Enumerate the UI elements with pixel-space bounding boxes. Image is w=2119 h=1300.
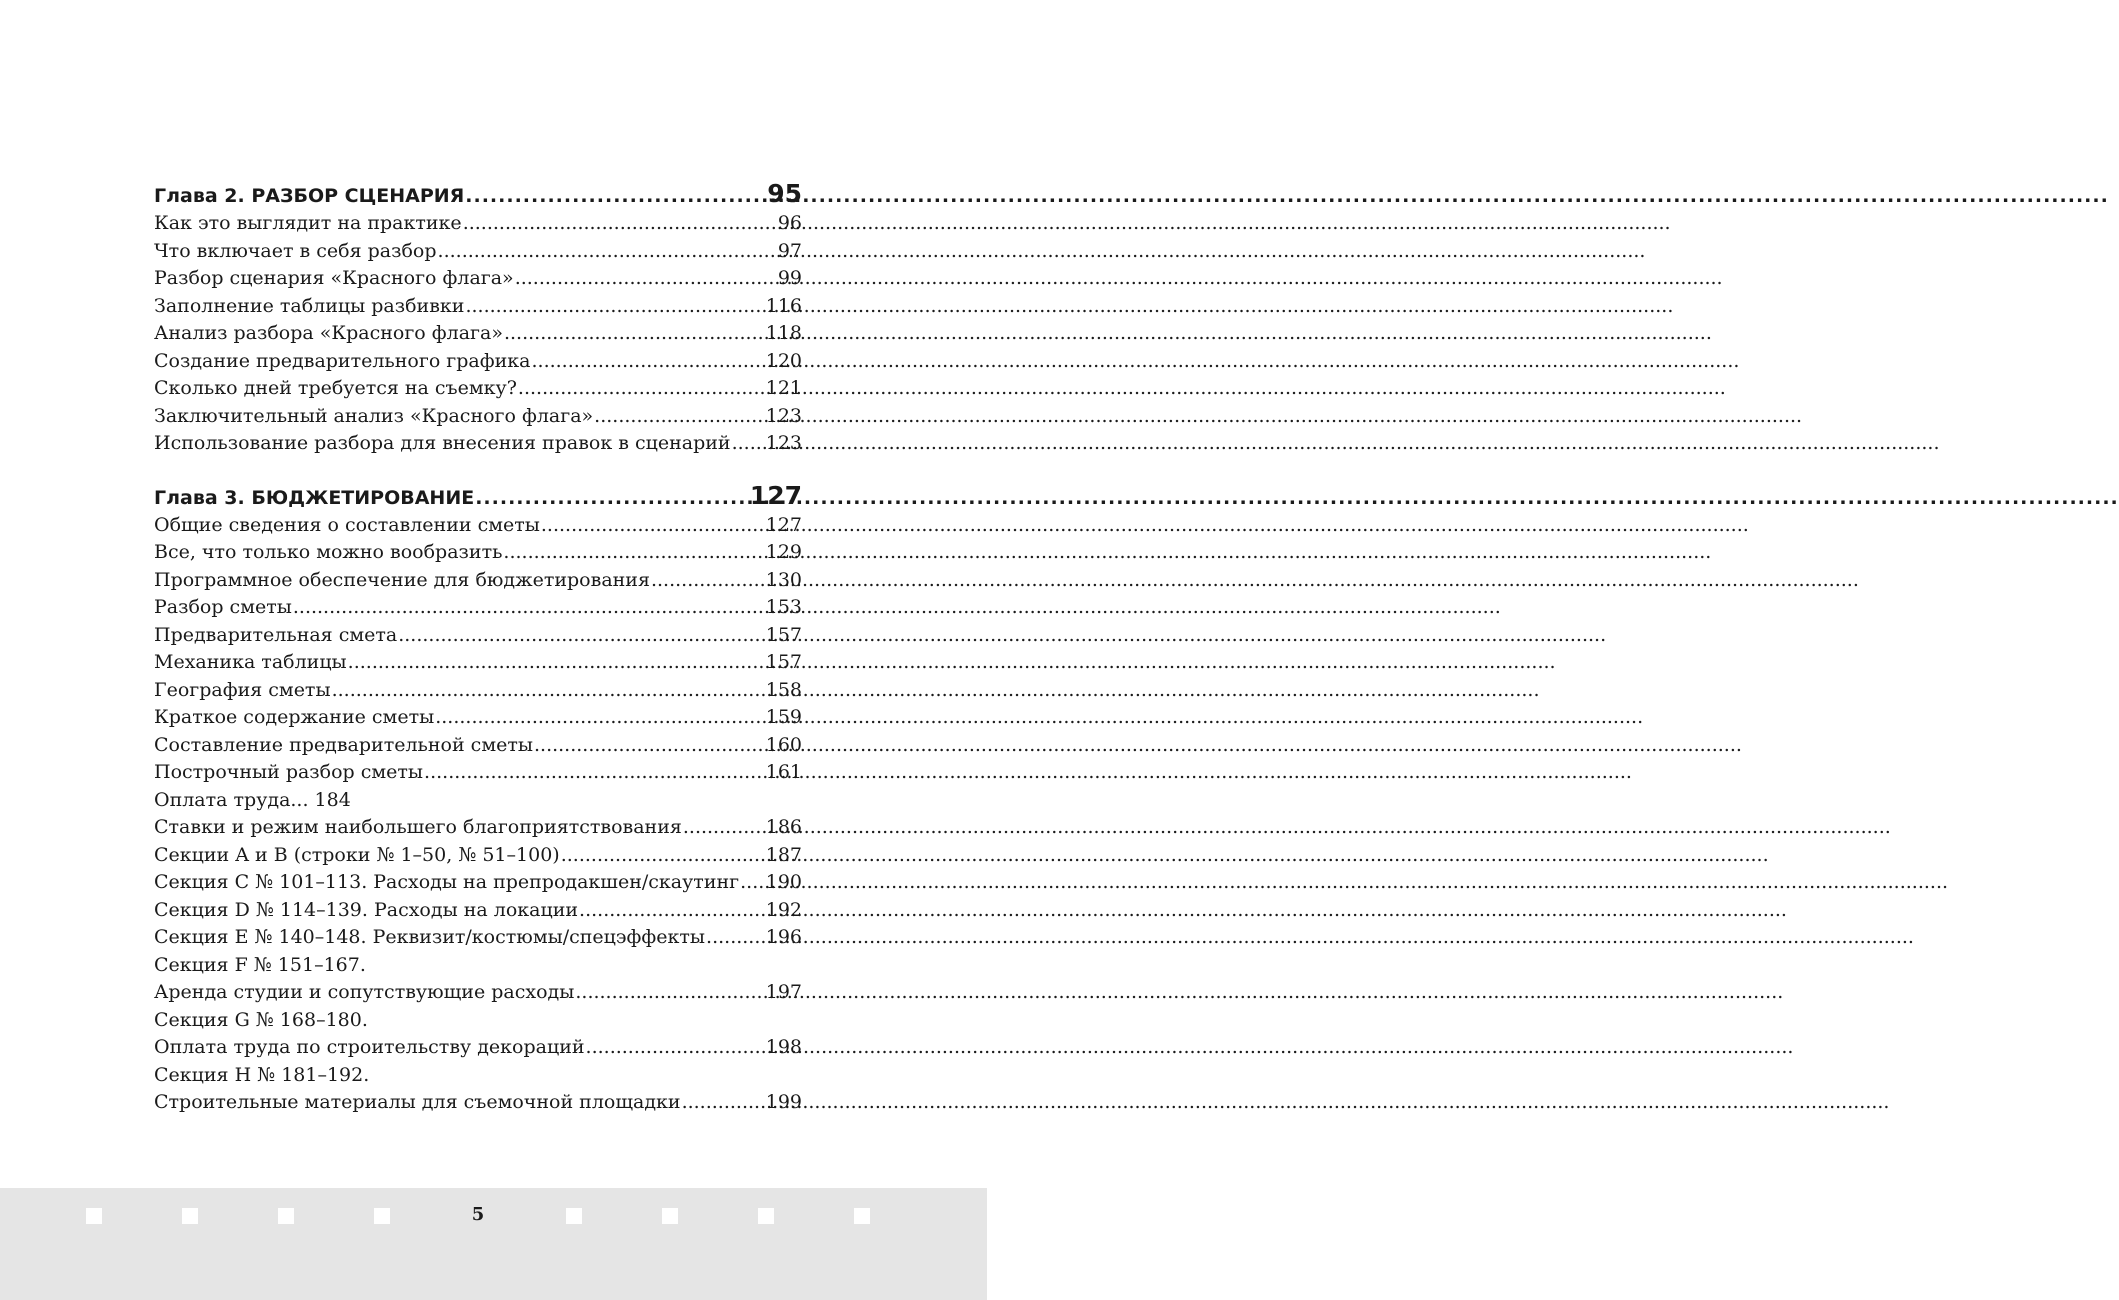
entry-title: Строительные материалы для съемочной площадки bbox=[154, 1091, 681, 1113]
entry-title: Секция G № 168–180. bbox=[154, 1008, 368, 1031]
chapter-title: Глава 3. БЮДЖЕТИРОВАНИЕ bbox=[154, 486, 475, 509]
leader-dots bbox=[683, 814, 762, 842]
toc-entry bbox=[154, 1089, 802, 1117]
entry-title: Секции A и B (строки № 1–50, № 51–100) bbox=[154, 843, 560, 866]
entry-page: 186 bbox=[765, 816, 802, 838]
entry-title: Механика таблицы bbox=[154, 651, 347, 673]
entry-title: Краткое содержание сметы bbox=[154, 706, 435, 728]
leader-dots bbox=[435, 704, 762, 732]
entry-page: 157 bbox=[765, 623, 802, 646]
entry-title: Анализ разбора «Красного флага» bbox=[154, 322, 503, 344]
leader-dots bbox=[348, 649, 762, 677]
toc-entry bbox=[154, 649, 802, 677]
footer-square bbox=[86, 1208, 102, 1224]
entry-page: 99 bbox=[777, 267, 802, 289]
entry-page: 159 bbox=[765, 706, 802, 728]
toc-entry bbox=[154, 1062, 802, 1090]
toc-entry bbox=[154, 787, 802, 815]
entry-page: 123 bbox=[765, 432, 802, 454]
footer-square bbox=[662, 1208, 678, 1224]
toc-entry bbox=[154, 732, 802, 760]
footer-square bbox=[278, 1208, 294, 1224]
entry-title: Построчный разбор сметы bbox=[154, 761, 424, 783]
entry-title: Использование разбора для внесения правок в сценарий bbox=[154, 432, 731, 454]
entry-title: Оплата труда... 184 bbox=[154, 788, 351, 811]
entry-page: 197 bbox=[765, 981, 802, 1003]
chapter-title: Глава 2. РАЗБОР СЦЕНАРИЯ bbox=[154, 185, 465, 207]
leader-dots bbox=[465, 293, 761, 321]
leader-dots bbox=[586, 1034, 762, 1062]
entry-title: География сметы bbox=[154, 678, 331, 701]
entry-title: Аренда студии и сопутствующие расходы bbox=[154, 981, 575, 1003]
entry-title: Заполнение таблицы разбивки bbox=[154, 294, 465, 317]
entry-page: 196 bbox=[765, 926, 802, 948]
entry-title: Секция H № 181–192. bbox=[154, 1063, 370, 1086]
entry-page: 190 bbox=[765, 871, 802, 893]
leader-dots bbox=[504, 320, 762, 348]
entry-page: 97 bbox=[777, 239, 802, 262]
leader-dots bbox=[518, 375, 762, 403]
leader-dots bbox=[575, 979, 761, 1007]
leader-dots bbox=[534, 732, 762, 760]
entry-title: Заключительный анализ «Красного флага» bbox=[154, 404, 594, 427]
toc-entry bbox=[154, 677, 802, 705]
chapter-page: 127 bbox=[749, 480, 802, 510]
entry-page: 153 bbox=[765, 596, 802, 618]
toc-entry bbox=[154, 594, 802, 622]
entry-title: Как это выглядит на практике bbox=[154, 212, 462, 234]
chapter-heading bbox=[154, 480, 802, 512]
leader-dots bbox=[463, 210, 774, 238]
leader-dots bbox=[579, 897, 762, 925]
entry-title: Ставки и режим наибольшего благоприятствования bbox=[154, 816, 682, 838]
leader-dots bbox=[515, 265, 774, 293]
toc-entry bbox=[154, 869, 802, 897]
leader-dots bbox=[293, 594, 762, 622]
leader-dots bbox=[398, 622, 762, 650]
toc-entry bbox=[154, 210, 802, 238]
toc-entry bbox=[154, 539, 802, 567]
toc-entry bbox=[154, 814, 802, 842]
toc-entry bbox=[154, 952, 802, 980]
toc-entry bbox=[154, 924, 802, 952]
entry-title: Оплата труда по строительству декораций bbox=[154, 1036, 585, 1058]
toc-entry bbox=[154, 293, 802, 321]
entry-title: Секция C № 101–113. Расходы на препродакшен/скаутинг bbox=[154, 871, 740, 893]
leader-dots bbox=[682, 1089, 762, 1117]
entry-title: Сколько дней требуется на съемку? bbox=[154, 377, 517, 399]
entry-page: 121 bbox=[765, 377, 802, 399]
entry-title: Составление предварительной сметы bbox=[154, 733, 533, 756]
entry-page: 120 bbox=[765, 349, 802, 372]
footer-square bbox=[182, 1208, 198, 1224]
toc-entry bbox=[154, 512, 802, 540]
leader-dots bbox=[594, 403, 762, 431]
entry-page: 158 bbox=[765, 678, 802, 701]
toc-entry bbox=[154, 979, 802, 1007]
entry-page: 187 bbox=[765, 843, 802, 866]
entry-title: Что включает в себя разбор bbox=[154, 239, 437, 262]
page-footer bbox=[0, 1188, 987, 1300]
leader-dots bbox=[475, 482, 746, 514]
entry-page: 192 bbox=[765, 898, 802, 921]
leader-dots bbox=[651, 567, 762, 595]
footer-square bbox=[854, 1208, 870, 1224]
entry-title: Секция F № 151–167. bbox=[154, 953, 366, 976]
entry-page: 118 bbox=[765, 322, 802, 344]
leader-dots bbox=[740, 869, 762, 897]
entry-title: Общие сведения о составлении сметы bbox=[154, 513, 540, 536]
table-of-contents bbox=[154, 178, 802, 1117]
entry-page: 130 bbox=[765, 568, 802, 591]
toc-entry bbox=[154, 375, 802, 403]
entry-title: Разбор сценария «Красного флага» bbox=[154, 267, 514, 289]
page-number: 5 bbox=[471, 1204, 485, 1225]
toc-entry bbox=[154, 622, 802, 650]
toc-entry bbox=[154, 704, 802, 732]
chapter-heading bbox=[154, 178, 802, 210]
entry-page: 161 bbox=[765, 761, 802, 783]
entry-page: 116 bbox=[765, 294, 802, 317]
entry-page: 96 bbox=[777, 212, 802, 234]
entry-title: Предварительная смета bbox=[154, 623, 398, 646]
entry-page: 127 bbox=[765, 513, 802, 536]
toc-entry bbox=[154, 348, 802, 376]
leader-dots bbox=[561, 842, 762, 870]
toc-entry bbox=[154, 320, 802, 348]
toc-entry bbox=[154, 897, 802, 925]
footer-square bbox=[374, 1208, 390, 1224]
entry-page: 199 bbox=[765, 1091, 802, 1113]
leader-dots bbox=[503, 539, 761, 567]
toc-entry bbox=[154, 842, 802, 870]
toc-entry bbox=[154, 567, 802, 595]
leader-dots bbox=[706, 924, 762, 952]
entry-page: 123 bbox=[765, 404, 802, 427]
toc-entry bbox=[154, 265, 802, 293]
toc-entry bbox=[154, 759, 802, 787]
entry-title: Секция D № 114–139. Расходы на локации bbox=[154, 898, 579, 921]
toc-entry bbox=[154, 1034, 802, 1062]
leader-dots bbox=[531, 348, 761, 376]
leader-dots bbox=[732, 430, 762, 458]
entry-title: Все, что только можно вообразить bbox=[154, 541, 503, 563]
toc-entry bbox=[154, 403, 802, 431]
chapter-page: 95 bbox=[767, 179, 802, 208]
entry-page: 160 bbox=[765, 733, 802, 756]
leader-dots bbox=[332, 677, 762, 705]
toc-entry bbox=[154, 1007, 802, 1035]
footer-square bbox=[758, 1208, 774, 1224]
leader-dots bbox=[465, 180, 763, 212]
toc-entry bbox=[154, 430, 802, 458]
entry-page: 198 bbox=[765, 1036, 802, 1058]
leader-dots bbox=[541, 512, 762, 540]
entry-title: Создание предварительного графика bbox=[154, 349, 531, 372]
entry-page: 129 bbox=[765, 541, 802, 563]
leader-dots bbox=[424, 759, 762, 787]
entry-page: 157 bbox=[765, 651, 802, 673]
leader-dots bbox=[438, 238, 774, 266]
entry-title: Секция E № 140–148. Реквизит/костюмы/спецэффекты bbox=[154, 926, 706, 948]
toc-entry bbox=[154, 238, 802, 266]
footer-square bbox=[566, 1208, 582, 1224]
entry-title: Разбор сметы bbox=[154, 596, 292, 618]
entry-title: Программное обеспечение для бюджетирования bbox=[154, 568, 650, 591]
